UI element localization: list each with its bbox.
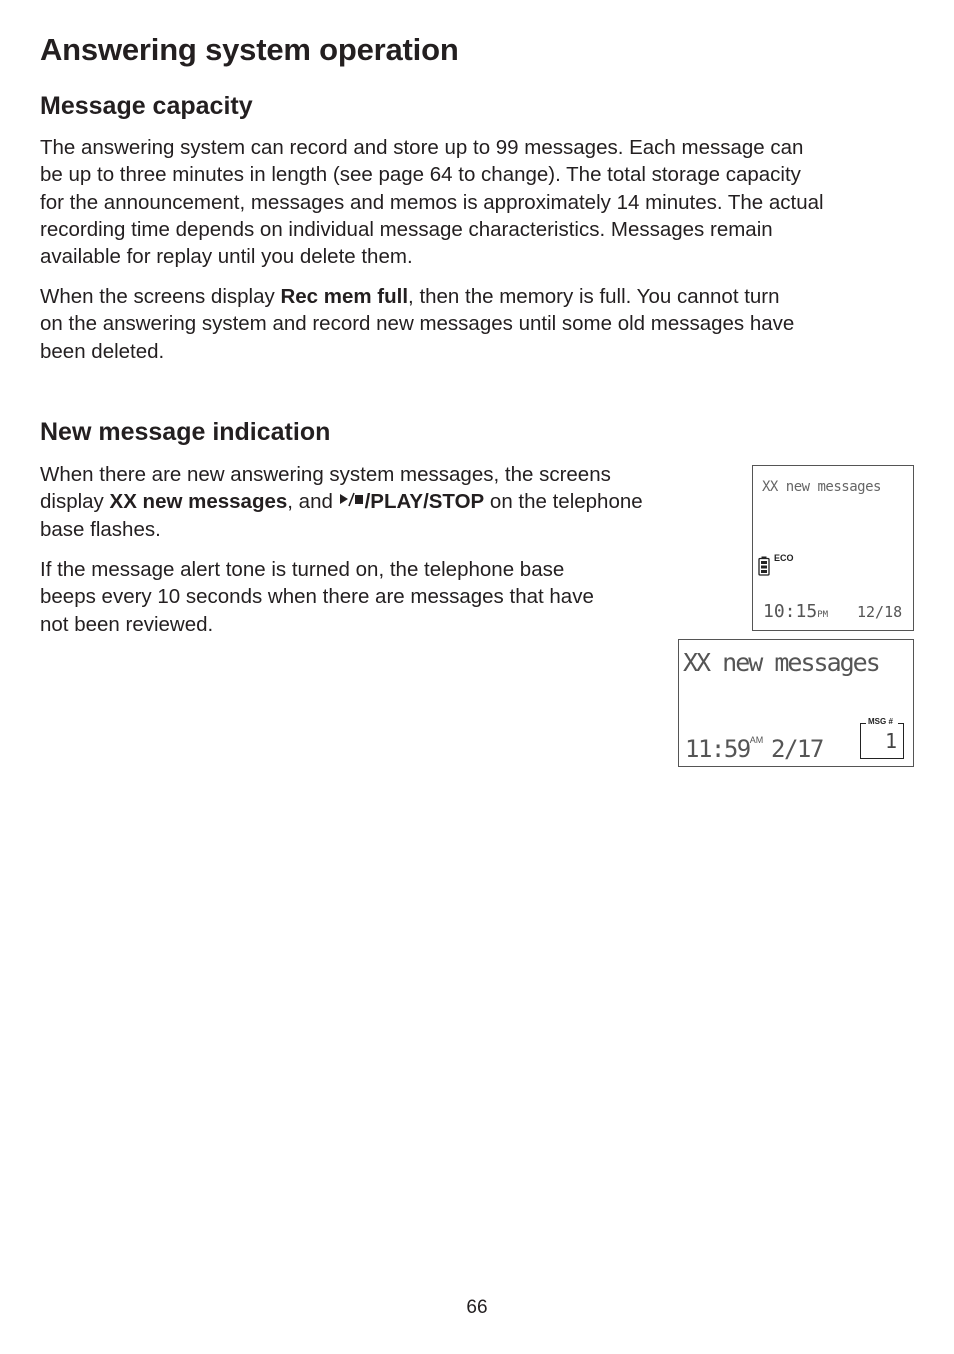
indication-text: base flashes. xyxy=(40,517,161,541)
capacity-p2-text: on the answering system and record new messages until some old messages have xyxy=(40,312,795,336)
indication-text: When there are new answering system messages, the screens xyxy=(40,463,611,486)
page-title: Answering system operation xyxy=(40,32,459,67)
base-ampm: AM xyxy=(749,735,764,745)
battery-icon xyxy=(758,556,770,576)
base-lcd-screen xyxy=(678,639,914,767)
handset-time-value: 10:15 xyxy=(763,601,818,622)
capacity-paragraph-2 xyxy=(40,283,930,365)
indication-text: , and xyxy=(287,490,339,514)
play-stop-icon xyxy=(339,492,365,508)
msg-counter-number: 1 xyxy=(884,729,897,753)
msg-counter-box xyxy=(860,717,904,759)
rec-mem-full-label: Rec mem full xyxy=(280,285,409,308)
msg-counter-top-left xyxy=(860,723,866,724)
message-capacity-heading: Message capacity xyxy=(40,92,253,120)
indication-text: beeps every 10 seconds when there are messages that have xyxy=(40,585,594,609)
capacity-line: recording time depends on individual message characteristics. Messages remain xyxy=(40,217,773,241)
capacity-line: for the announcement, messages and memos is approximately 14 minutes. The actual xyxy=(40,190,824,214)
handset-date: 12/18 xyxy=(857,603,903,621)
base-time xyxy=(685,735,763,763)
base-time-value: 11:59 xyxy=(685,735,750,763)
capacity-p2-text: When the screens display xyxy=(40,285,281,308)
handset-lcd-screen xyxy=(752,465,914,631)
base-date: 2/17 xyxy=(771,735,823,763)
indication-text: not been reviewed. xyxy=(40,612,214,636)
indication-text: If the message alert tone is turned on, the telephone base xyxy=(40,558,565,581)
capacity-line: be up to three minutes in length (see page 64 to change). The total storage capacity xyxy=(40,163,801,187)
capacity-line: The answering system can record and store up to 99 messages. Each message can xyxy=(40,136,804,159)
play-stop-label: /PLAY/STOP xyxy=(364,490,485,514)
indication-text: on the telephone xyxy=(484,490,643,514)
page-number: 66 xyxy=(466,1297,488,1318)
msg-counter-top-right xyxy=(898,723,904,724)
indication-paragraph-1 xyxy=(40,461,740,543)
handset-ampm: PM xyxy=(817,610,829,620)
msg-counter-label: MSG # xyxy=(868,717,893,726)
handset-time xyxy=(763,601,828,622)
xx-new-messages-label: XX new messages xyxy=(109,490,288,514)
eco-label: ECO xyxy=(774,553,794,563)
indication-paragraph-2 xyxy=(40,556,680,638)
base-screen-message: XX new messages xyxy=(683,648,879,677)
capacity-line: available for replay until you delete them. xyxy=(40,245,413,269)
capacity-p2-text: , then the memory is full. You cannot turn xyxy=(408,285,780,308)
capacity-p2-text: been deleted. xyxy=(40,339,165,363)
capacity-paragraph-1 xyxy=(40,134,930,270)
indication-text: display xyxy=(40,490,110,514)
new-message-indication-heading: New message indication xyxy=(40,418,331,446)
handset-screen-message: XX new messages xyxy=(762,479,881,495)
